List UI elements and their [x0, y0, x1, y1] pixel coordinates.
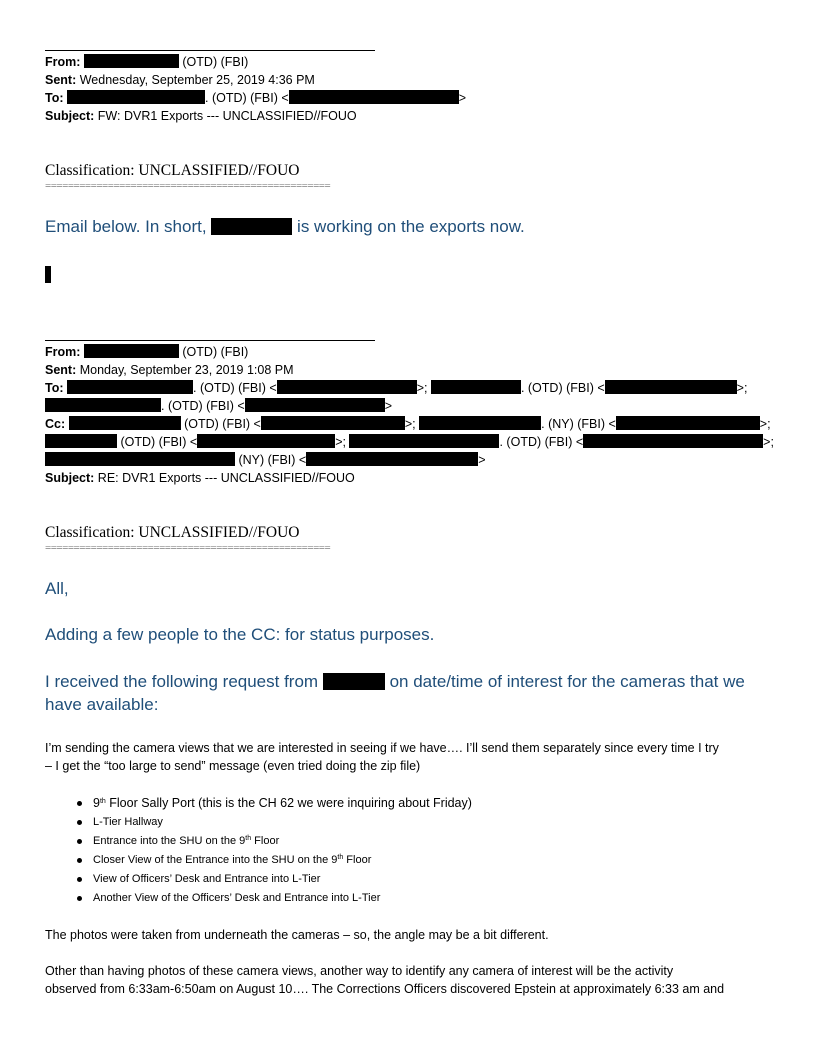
- redaction: [69, 416, 181, 430]
- to-otd: . (OTD) (FBI) <: [193, 381, 277, 395]
- redaction: [245, 398, 385, 412]
- from-label: From:: [45, 345, 81, 359]
- header-rule-1: [45, 50, 375, 51]
- redaction: [261, 416, 405, 430]
- to-end: >: [458, 91, 466, 105]
- to-end: >: [384, 399, 392, 413]
- redaction: [605, 380, 737, 394]
- cc-sep: >;: [763, 435, 774, 449]
- email1-classification: Classification: UNCLASSIFIED//FOUO: [45, 162, 300, 179]
- to-sep: >;: [416, 381, 428, 395]
- email2-from-line: [45, 343, 248, 361]
- redaction: [45, 452, 235, 466]
- subject-label: Subject:: [45, 109, 95, 123]
- cc-sep: >;: [759, 417, 771, 431]
- redaction: [197, 434, 335, 448]
- email2-para2-line2: have available:: [45, 695, 159, 714]
- list-item: 9th Floor Sally Port (this is the CH 62 we were inquiring about Friday): [75, 794, 472, 813]
- cc-label: Cc:: [45, 417, 66, 431]
- to-otd: . (OTD) (FBI) <: [520, 381, 605, 395]
- list-item: L-Tier Hallway: [75, 813, 472, 832]
- sent-value: Wednesday, September 25, 2019 4:36 PM: [79, 73, 315, 87]
- para2-before: I received the following request from: [45, 672, 319, 691]
- redaction: [45, 398, 161, 412]
- cc-ny: (NY) (FBI) <: [238, 453, 307, 467]
- email2-to-line: [45, 379, 747, 397]
- redaction: [431, 380, 521, 394]
- redaction: [289, 90, 459, 104]
- body-after: is working on the exports now.: [297, 217, 525, 236]
- from-suffix: (OTD) (FBI): [182, 345, 249, 359]
- email1-subject-line: [45, 107, 357, 125]
- redaction: [583, 434, 763, 448]
- email2-para2: [45, 672, 745, 692]
- email2-to-line-2: [45, 397, 392, 415]
- list-item: Entrance into the SHU on the 9th Floor: [75, 832, 472, 851]
- cc-end: >: [478, 453, 486, 467]
- photos-note: The photos were taken from underneath the cameras – so, the angle may be a bit different.: [45, 928, 549, 942]
- to-sep: >;: [736, 381, 748, 395]
- subject-value: RE: DVR1 Exports --- UNCLASSIFIED//FOUO: [97, 471, 355, 485]
- redaction: [84, 344, 179, 358]
- from-suffix: (OTD) (FBI): [182, 55, 249, 69]
- redaction: [349, 434, 499, 448]
- redaction: [419, 416, 541, 430]
- email2-sent-line: [45, 361, 294, 379]
- redaction-small: [45, 266, 51, 283]
- from-label: From:: [45, 55, 81, 69]
- cc-ny-dot: . (NY) (FBI) <: [541, 417, 616, 431]
- para2-after: on date/time of interest for the cameras that we: [389, 672, 745, 691]
- to-label: To:: [45, 91, 64, 105]
- email1-from-line: [45, 53, 248, 71]
- list-item: Closer View of the Entrance into the SHU on the 9th Floor: [75, 851, 472, 870]
- email2-cc-line-2: [45, 433, 774, 451]
- redaction: [323, 673, 385, 690]
- other-line-2: observed from 6:33am-6:50am on August 10…. The Corrections Officers discovered Epstein at approximately 6:33 am and: [45, 982, 725, 996]
- redaction: [306, 452, 478, 466]
- cc-otd: (OTD) (FBI) <: [184, 417, 261, 431]
- redaction: [277, 380, 417, 394]
- email2-para1: Adding a few people to the CC: for status purposes.: [45, 625, 435, 644]
- body-before: Email below. In short,: [45, 217, 207, 236]
- email2-cc-line: [45, 415, 771, 433]
- email2-cc-line-3: [45, 451, 486, 469]
- redaction: [616, 416, 760, 430]
- camera-list: [75, 794, 472, 908]
- other-line-1: Other than having photos of these camera views, another way to identify any camera of interest will be the activity: [45, 964, 674, 978]
- quoted-line-2: – I get the “too large to send” message (even tried doing the zip file): [45, 759, 421, 773]
- to-otd: . (OTD) (FBI) <: [161, 399, 245, 413]
- email2-subject-line: [45, 469, 355, 487]
- email1-sent-line: [45, 71, 315, 89]
- cc-sep: >;: [335, 435, 346, 449]
- subject-label: Subject:: [45, 471, 95, 485]
- sent-label: Sent:: [45, 363, 77, 377]
- list-item: Another View of the Officers’ Desk and Entrance into L-Tier: [75, 889, 472, 908]
- quoted-line-1: I’m sending the camera views that we are interested in seeing if we have…. I’ll send them separately since every time I try: [45, 741, 719, 755]
- redaction: [84, 54, 179, 68]
- header-rule-2: [45, 340, 375, 341]
- email1-to-line: [45, 89, 466, 107]
- to-mid: . (OTD) (FBI) <: [205, 91, 289, 105]
- cc-sep: >;: [404, 417, 416, 431]
- email1-double-rule: ==================================================: [45, 180, 331, 192]
- redaction: [211, 218, 292, 235]
- sent-label: Sent:: [45, 73, 77, 87]
- email2-classification: Classification: UNCLASSIFIED//FOUO: [45, 524, 300, 541]
- redaction: [45, 434, 117, 448]
- to-label: To:: [45, 381, 64, 395]
- email2-double-rule: ==================================================: [45, 542, 331, 554]
- cc-otd-dot: . (OTD) (FBI) <: [499, 435, 584, 449]
- cc-otd: (OTD) (FBI) <: [120, 435, 198, 449]
- redaction: [67, 90, 205, 104]
- list-item: View of Officers’ Desk and Entrance into L-Tier: [75, 870, 472, 889]
- subject-value: FW: DVR1 Exports --- UNCLASSIFIED//FOUO: [97, 109, 357, 123]
- redaction: [67, 380, 193, 394]
- email2-greeting: All,: [45, 579, 69, 598]
- sent-value: Monday, September 23, 2019 1:08 PM: [79, 363, 294, 377]
- email1-body: [45, 217, 525, 237]
